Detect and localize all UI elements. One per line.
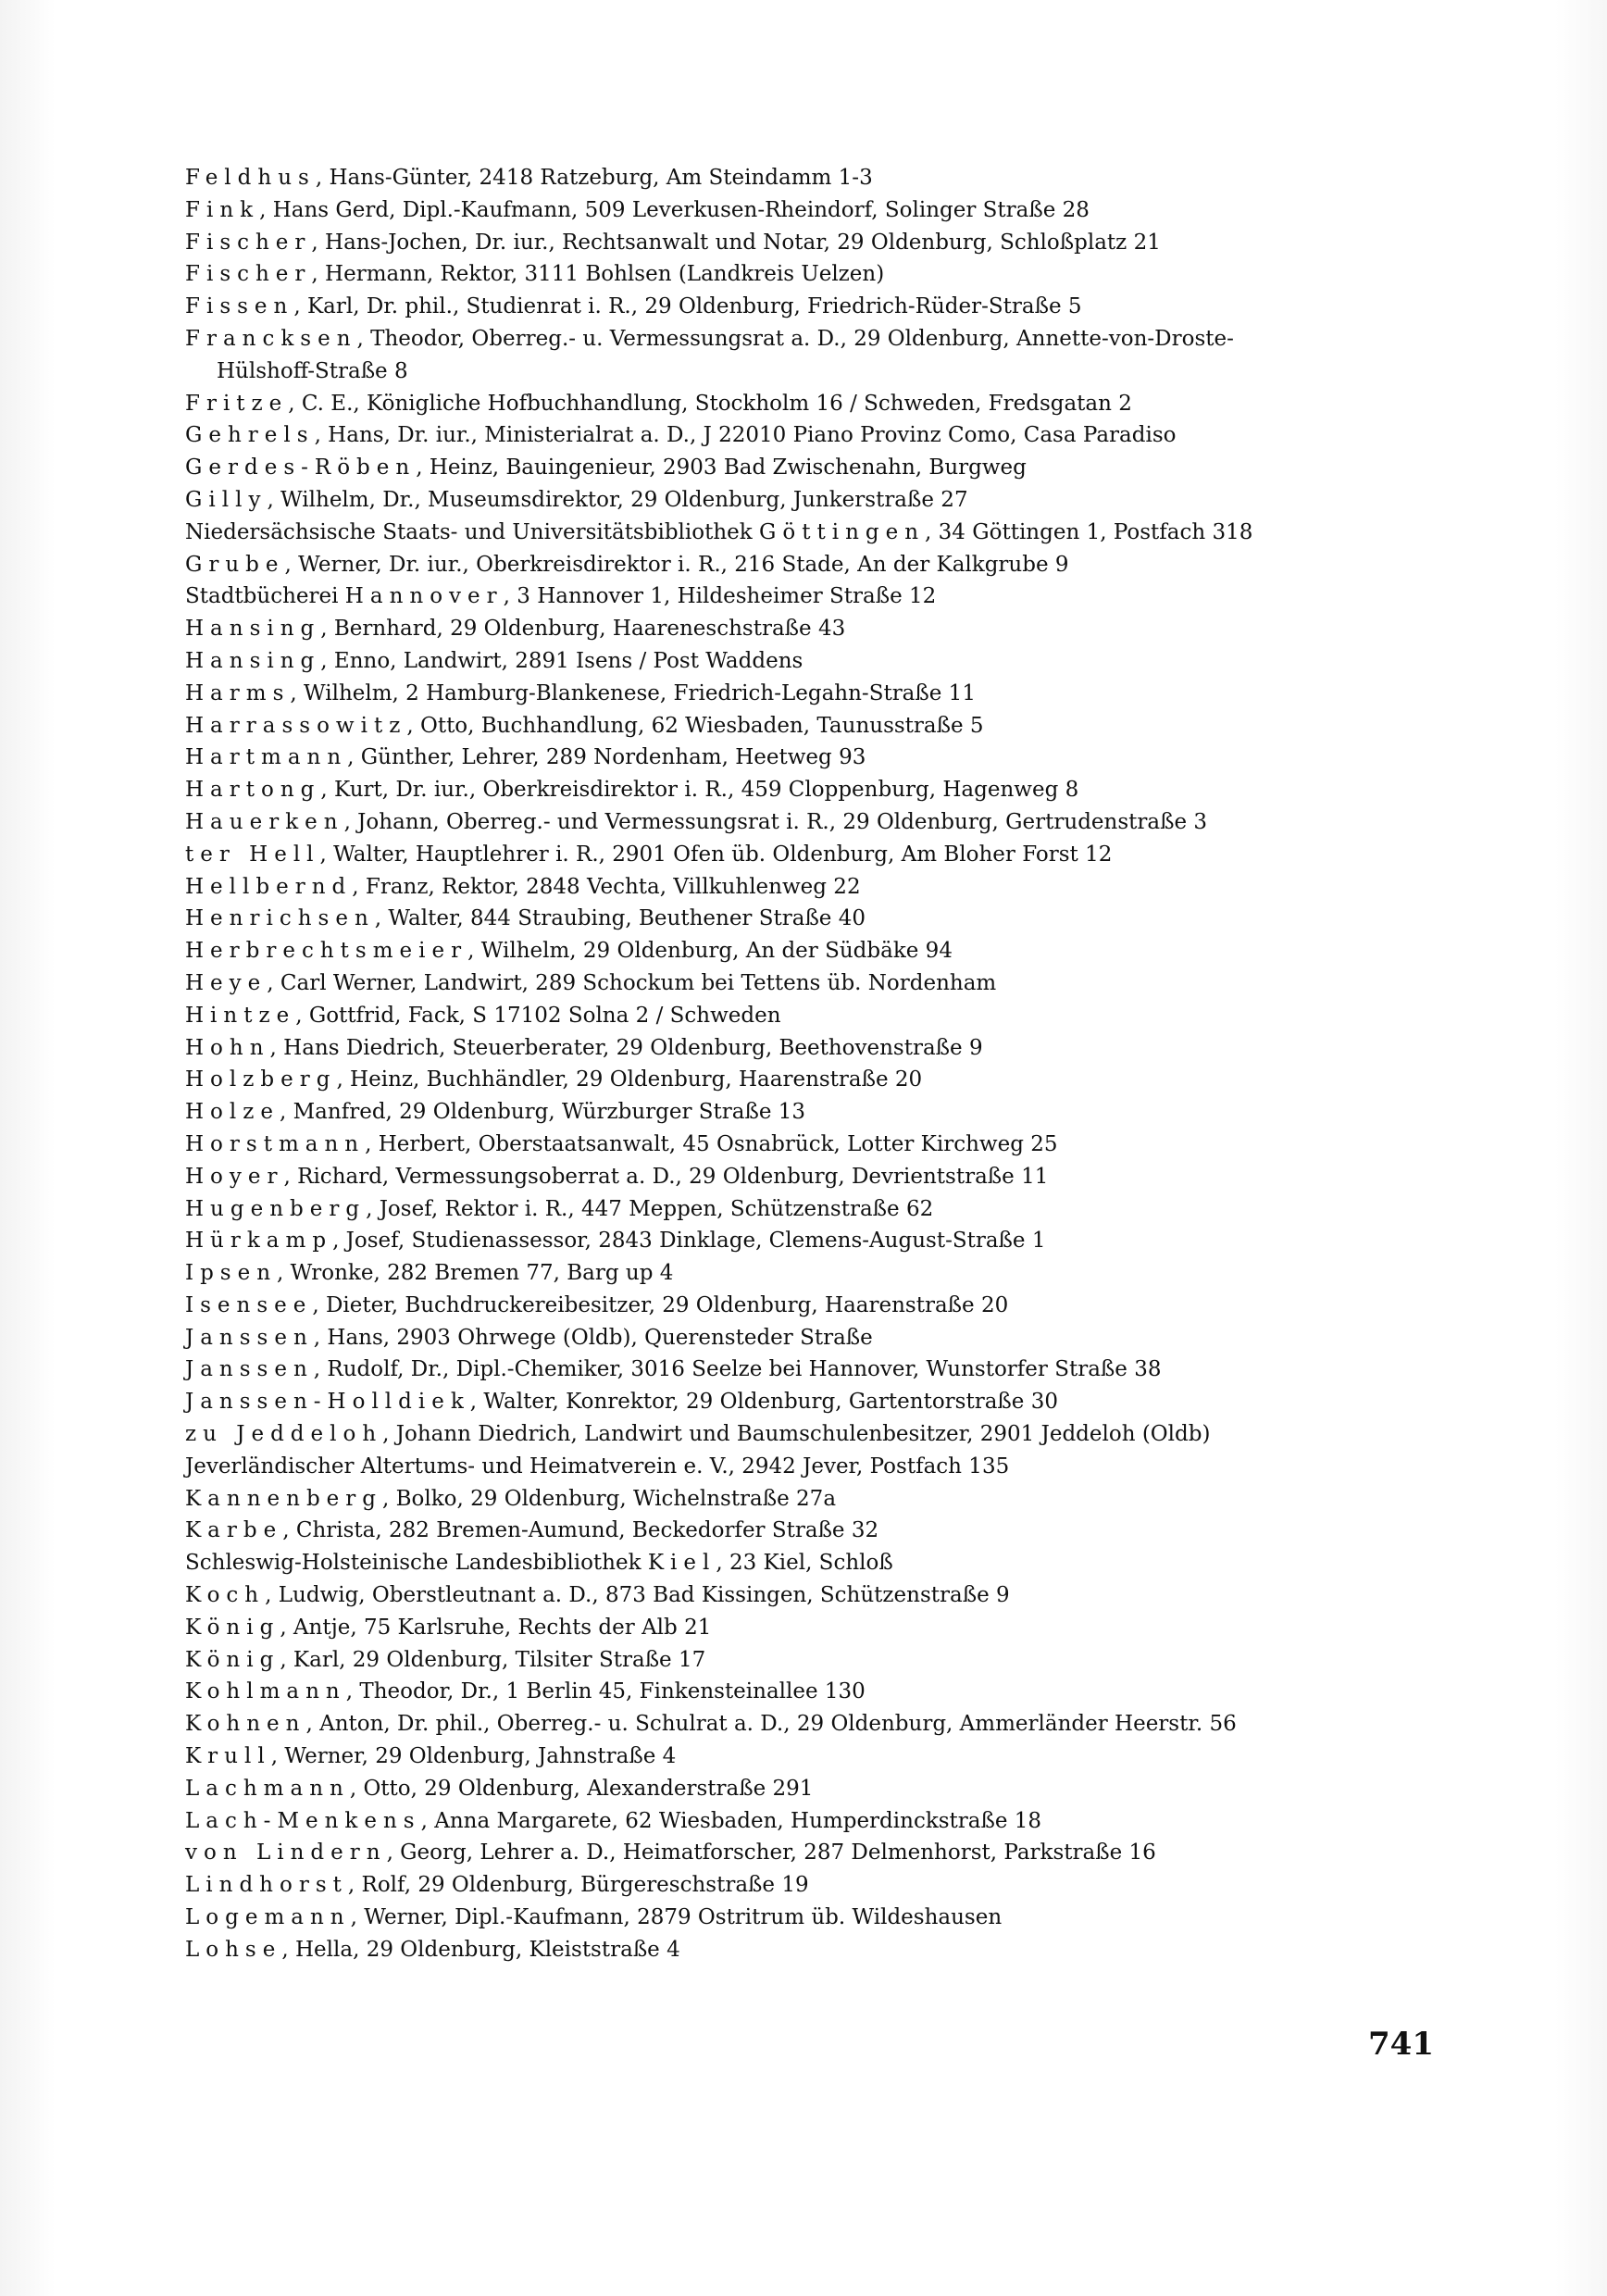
entry-surname: Lachmann [185, 1776, 350, 1801]
list-item [185, 1612, 1444, 1644]
list-item [185, 1741, 1444, 1773]
list-item [185, 162, 1444, 194]
list-item [185, 903, 1444, 935]
list-item [185, 580, 1444, 613]
list-item [185, 1290, 1444, 1322]
list-item [185, 291, 1444, 323]
entry-details: , Christa, 282 Bremen-Aumund, Beckedorfer Straße 32 [282, 1518, 879, 1543]
list-item [185, 871, 1444, 904]
entry-details: , Antje, 75 Karlsruhe, Rechts der Alb 21 [280, 1615, 712, 1640]
entry-details: , Wilhelm, 29 Oldenburg, An der Südbäke 94 [467, 939, 953, 964]
entry-details: , Hans, 2903 Ohrwege (Oldb), Querensteder Straße [313, 1325, 873, 1350]
entry-prefix: Stadtbücherei [185, 584, 345, 609]
entry-details: , Bolko, 29 Oldenburg, Wichelnstraße 27a [382, 1486, 837, 1511]
entry-details: , Carl Werner, Landwirt, 289 Schockum bei Tettens üb. Nordenham [267, 970, 997, 995]
entry-details: , Georg, Lehrer a. D., Heimatforscher, 287 Delmenhorst, Parkstraße 16 [386, 1841, 1156, 1866]
entry-surname: Koch [185, 1583, 266, 1608]
entry-details: , Anton, Dr. phil., Oberreg.- u. Schulrat a. D., 29 Oldenburg, Ammerländer Heerstr. 56 [305, 1712, 1237, 1737]
entry-surname: Fink [185, 197, 260, 222]
entry-surname: Hartmann [185, 745, 348, 770]
entry-surname: Hugenberg [185, 1196, 367, 1221]
list-item [185, 1354, 1444, 1386]
entry-details: , 3 Hannover 1, Hildesheimer Straße 12 [503, 584, 937, 609]
list-item [185, 678, 1444, 710]
entry-prefix: Niedersächsische Staats- und Universitätsbibliothek [185, 519, 760, 544]
list-item [185, 419, 1444, 452]
list-item [185, 1129, 1444, 1161]
entry-surname: Lohse [185, 1937, 282, 1962]
entry-surname: ter Hell [185, 842, 320, 867]
entry-surname: Kannenberg [185, 1486, 382, 1511]
entry-details: , Bernhard, 29 Oldenburg, Haareneschstraße 43 [320, 617, 846, 642]
entry-surname: zu Jeddeloh [185, 1422, 383, 1447]
list-item [185, 1386, 1444, 1418]
entry-details: , Anna Margarete, 62 Wiesbaden, Humperdinckstraße 18 [420, 1808, 1042, 1833]
entry-details: , Hermann, Rektor, 3111 Bohlsen (Landkreis Uelzen) [311, 262, 885, 287]
list-item [185, 839, 1444, 871]
entry-surname: Gehrels [185, 423, 315, 448]
list-item [185, 227, 1444, 259]
entry-details: , C. E., Königliche Hofbuchhandlung, Stockholm 16 / Schweden, Fredsgatan 2 [288, 391, 1132, 416]
entry-surname: Horstmann [185, 1131, 366, 1156]
entry-details: , Enno, Landwirt, 2891 Isens / Post Waddens [320, 648, 804, 673]
entry-surname: Göttingen [759, 519, 926, 544]
list-item [185, 1837, 1444, 1869]
entry-details: , Franz, Rektor, 2848 Vechta, Villkuhlenweg 22 [352, 874, 861, 899]
entry-surname: Lach-Menkens [185, 1808, 421, 1833]
list-item [185, 1805, 1444, 1838]
entry-surname: König [185, 1615, 280, 1640]
list-item [185, 1225, 1444, 1257]
entry-details: , Heinz, Bauingenieur, 2903 Bad Zwischenahn, Burgweg [416, 455, 1027, 480]
entry-surname: Hellbernd [185, 874, 353, 899]
list-item [185, 806, 1444, 839]
entry-details: , Heinz, Buchhändler, 29 Oldenburg, Haarenstraße 20 [336, 1067, 923, 1092]
entry-surname: Hansing [185, 617, 321, 642]
entry-details: , Wilhelm, Dr., Museumsdirektor, 29 Oldenburg, Junkerstraße 27 [267, 487, 968, 512]
list-item [185, 967, 1444, 1000]
entry-surname: Grube [185, 552, 285, 577]
entry-details: , Otto, Buchhandlung, 62 Wiesbaden, Taunusstraße 5 [406, 713, 984, 738]
entry-details: , Werner, 29 Oldenburg, Jahnstraße 4 [270, 1744, 677, 1769]
entry-surname: Holzberg [185, 1067, 337, 1092]
list-item [185, 452, 1444, 484]
entry-surname: Hartong [185, 778, 321, 803]
entry-surname: Krull [185, 1744, 271, 1769]
entry-surname: Heye [185, 970, 268, 995]
list-item [185, 1869, 1444, 1902]
entry-details: , Richard, Vermessungsoberrat a. D., 29 Oldenburg, Devrientstraße 11 [283, 1164, 1049, 1189]
entry-details: , Hella, 29 Oldenburg, Kleiststraße 4 [281, 1937, 680, 1962]
entry-prefix: Schleswig-Holsteinische Landesbibliothek [185, 1551, 648, 1576]
entry-details: , Johann, Oberreg.- und Vermessungsrat i. R., 29 Oldenburg, Gertrudenstraße 3 [343, 809, 1208, 834]
entry-surname: Fritze [185, 391, 289, 416]
list-item [185, 613, 1444, 645]
entry-surname: Feldhus [185, 166, 316, 190]
list-item [185, 1000, 1444, 1032]
entry-details: , Hans-Günter, 2418 Ratzeburg, Am Steindamm 1-3 [315, 166, 873, 190]
list-item [185, 1483, 1444, 1516]
entry-details: , Wronke, 282 Bremen 77, Barg up 4 [277, 1261, 674, 1286]
entry-details: , Rolf, 29 Oldenburg, Bürgereschstraße 19 [347, 1873, 809, 1898]
entry-surname: Holze [185, 1100, 280, 1125]
entry-surname: Kohnen [185, 1712, 306, 1737]
entry-surname: Harrassowitz [185, 713, 407, 738]
entry-details: , Karl, Dr. phil., Studienrat i. R., 29 Oldenburg, Friedrich-Rüder-Straße 5 [293, 294, 1082, 319]
entry-details: , 34 Göttingen 1, Postfach 318 [925, 519, 1253, 544]
entry-continuation: Hülshoff-Straße 8 [217, 358, 408, 383]
entry-surname: Gilly [185, 487, 268, 512]
list-item [185, 1644, 1444, 1677]
list-item [185, 645, 1444, 678]
list-item [185, 388, 1444, 420]
entry-surname: Lindhorst [185, 1873, 348, 1898]
entry-surname: Francksen [185, 326, 357, 351]
entry-surname: Janssen [185, 1357, 314, 1382]
entry-details: , Theodor, Dr., 1 Berlin 45, Finkensteinallee 130 [345, 1679, 866, 1704]
entry-details: , Ludwig, Oberstleutnant a. D., 873 Bad Kissingen, Schützenstraße 9 [265, 1583, 1010, 1608]
entry-details: , Otto, 29 Oldenburg, Alexanderstraße 291 [349, 1776, 814, 1801]
entry-surname: Karbe [185, 1518, 283, 1543]
entry-surname: Hansing [185, 648, 321, 673]
member-list [185, 162, 1444, 1966]
entry-surname: Kiel [647, 1551, 716, 1576]
entry-surname: Kohlmann [185, 1679, 346, 1704]
entry-details: , Josef, Rektor i. R., 447 Meppen, Schützenstraße 62 [366, 1196, 934, 1221]
entry-details: , Herbert, Oberstaatsanwalt, 45 Osnabrück, Lotter Kirchweg 25 [365, 1131, 1058, 1156]
entry-details: , Rudolf, Dr., Dipl.-Chemiker, 3016 Seelze bei Hannover, Wunstorfer Straße 38 [313, 1357, 1162, 1382]
list-item [185, 935, 1444, 967]
entry-surname: von Lindern [185, 1841, 387, 1866]
entry-details: , Kurt, Dr. iur., Oberkreisdirektor i. R., 459 Cloppenburg, Hagenweg 8 [320, 778, 1079, 803]
list-item [185, 1515, 1444, 1547]
entry-surname: Hohn [185, 1035, 270, 1060]
entry-surname: Janssen-Holldiek [185, 1390, 470, 1415]
list-item [185, 1322, 1444, 1354]
entry-details: , Manfred, 29 Oldenburg, Würzburger Straße 13 [280, 1100, 806, 1125]
list-item [185, 1902, 1444, 1934]
list-item [185, 1934, 1444, 1966]
entry-details: , 23 Kiel, Schloß [716, 1551, 893, 1576]
entry-surname: Logemann [185, 1905, 351, 1930]
list-item [185, 1708, 1444, 1741]
entry-surname: Hürkamp [185, 1229, 333, 1254]
list-item [185, 258, 1444, 291]
entry-surname: Ipsen [185, 1261, 278, 1286]
entry-details: , Dieter, Buchdruckereibesitzer, 29 Oldenburg, Haarenstraße 20 [312, 1292, 1009, 1317]
entry-surname: Janssen [185, 1325, 314, 1350]
list-item [185, 1579, 1444, 1612]
entry-surname: Henrichsen [185, 906, 375, 931]
list-item [185, 1064, 1444, 1096]
list-item [185, 1547, 1444, 1579]
entry-details: , Hans Diedrich, Steuerberater, 29 Oldenburg, Beethovenstraße 9 [269, 1035, 983, 1060]
entry-surname: Hannover [344, 584, 504, 609]
entry-details: , Walter, 844 Straubing, Beuthener Straße 40 [374, 906, 866, 931]
entry-details: , Hans, Dr. iur., Ministerialrat a. D., J 22010 Piano Provinz Como, Casa Paradiso [314, 423, 1177, 448]
entry-details: , Günther, Lehrer, 289 Nordenham, Heetweg 93 [347, 745, 866, 770]
entry-surname: Harms [185, 680, 291, 705]
list-item [185, 1676, 1444, 1708]
entry-surname: Fissen [185, 294, 294, 319]
entry-details: , Werner, Dipl.-Kaufmann, 2879 Ostritrum üb. Wildeshausen [350, 1905, 1003, 1930]
list-item [185, 194, 1444, 227]
entry-details: , Walter, Konrektor, 29 Oldenburg, Gartentorstraße 30 [469, 1390, 1058, 1415]
list-item [185, 1773, 1444, 1805]
entry-prefix: Jeverländischer Altertums- und Heimatverein e. V., 2942 Jever, Postfach 135 [185, 1454, 1010, 1479]
list-item [185, 1418, 1444, 1451]
list-item [185, 1032, 1444, 1065]
list-item [185, 517, 1444, 549]
list-item [185, 1161, 1444, 1193]
entry-details: , Johann Diedrich, Landwirt und Baumschulenbesitzer, 2901 Jeddeloh (Oldb) [382, 1422, 1211, 1447]
entry-details: , Karl, 29 Oldenburg, Tilsiter Straße 17 [280, 1647, 706, 1672]
entry-details: , Hans Gerd, Dipl.-Kaufmann, 509 Leverkusen-Rheindorf, Solinger Straße 28 [259, 197, 1090, 222]
list-item [185, 1451, 1444, 1483]
entry-surname: Fischer [185, 262, 312, 287]
entry-details: , Gottfrid, Fack, S 17102 Solna 2 / Schweden [295, 1003, 781, 1028]
entry-surname: Isensee [185, 1292, 313, 1317]
entry-details: , Wilhelm, 2 Hamburg-Blankenese, Friedrich-Legahn-Straße 11 [290, 680, 976, 705]
entry-surname: Hintze [185, 1003, 296, 1028]
entry-details: , Hans-Jochen, Dr. iur., Rechtsanwalt und Notar, 29 Oldenburg, Schloßplatz 21 [311, 230, 1161, 255]
entry-details: , Walter, Hauptlehrer i. R., 2901 Ofen üb. Oldenburg, Am Bloher Forst 12 [319, 842, 1113, 867]
list-item [185, 1193, 1444, 1226]
list-item [185, 549, 1444, 581]
entry-surname: Herbrechtsmeier [185, 939, 468, 964]
entry-surname: König [185, 1647, 280, 1672]
list-item [185, 323, 1444, 388]
list-item [185, 484, 1444, 517]
list-item [185, 742, 1444, 774]
list-item [185, 710, 1444, 742]
page-number: 741 [1368, 2026, 1434, 2063]
entry-details: , Werner, Dr. iur., Oberkreisdirektor i. R., 216 Stade, An der Kalkgrube 9 [284, 552, 1069, 577]
entry-surname: Fischer [185, 230, 312, 255]
entry-details: , Theodor, Oberreg.- u. Vermessungsrat a. D., 29 Oldenburg, Annette-von-Droste- [356, 326, 1234, 351]
list-item [185, 774, 1444, 806]
entry-surname: Gerdes-Röben [185, 455, 417, 480]
list-item [185, 1257, 1444, 1290]
list-item [185, 1096, 1444, 1129]
entry-details: , Josef, Studienassessor, 2843 Dinklage, Clemens-August-Straße 1 [332, 1229, 1046, 1254]
entry-surname: Hoyer [185, 1164, 284, 1189]
entry-surname: Hauerken [185, 809, 344, 834]
